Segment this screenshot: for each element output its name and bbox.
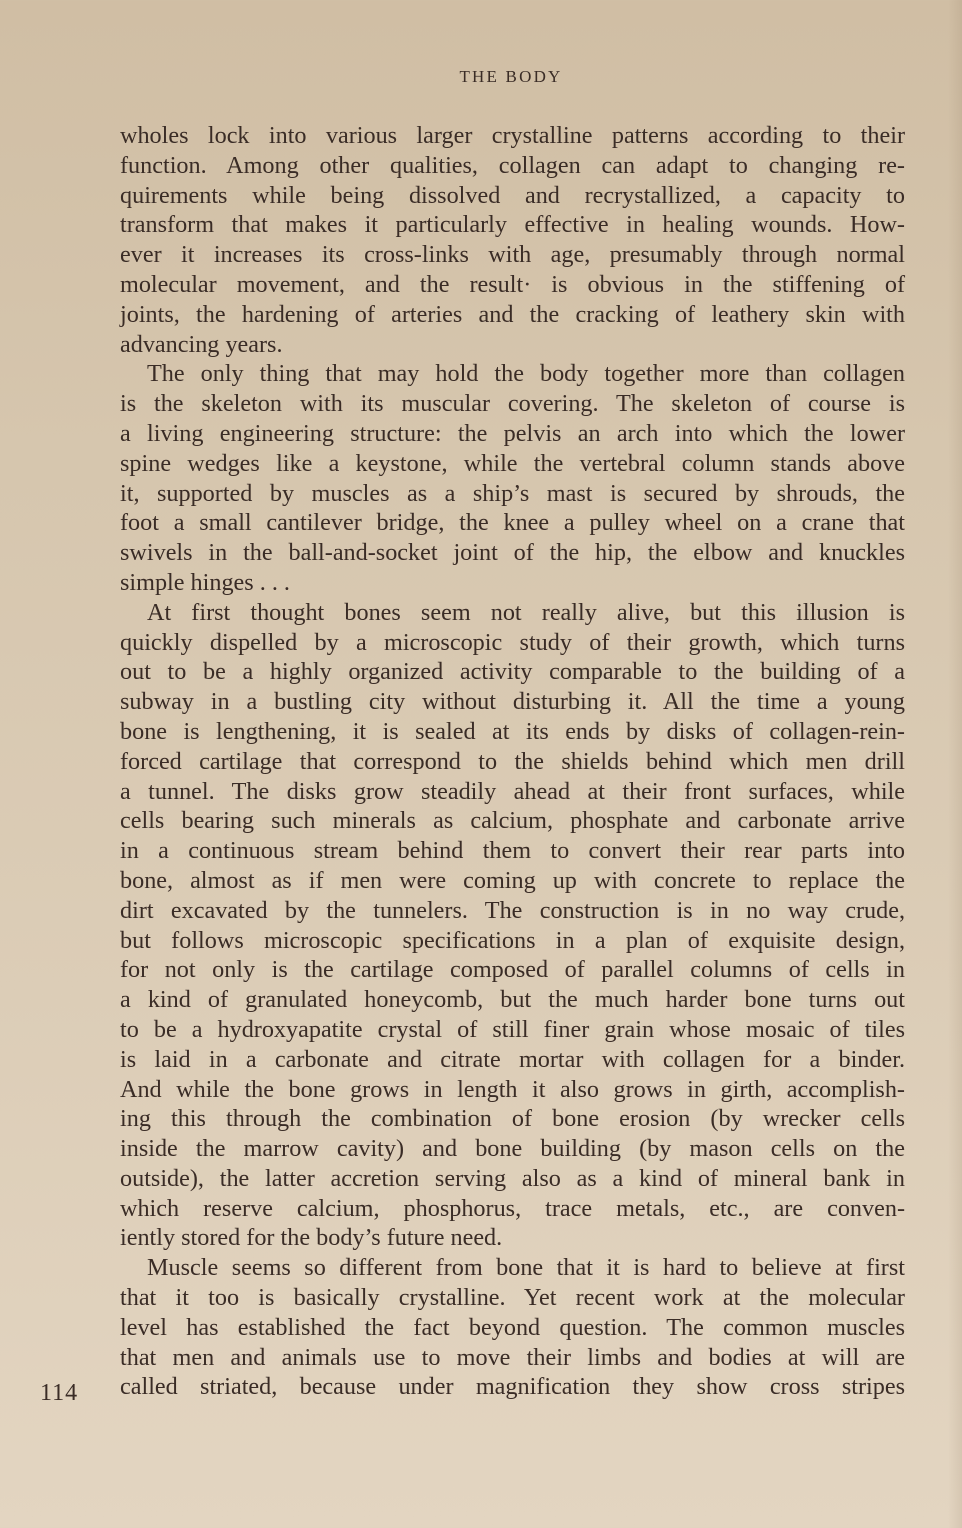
text-line: molecular movement, and the result· is obvious in the stiffening of	[120, 270, 905, 298]
text-line: cells bearing such minerals as calcium, phosphate and carbonate arrive	[120, 807, 905, 835]
text-line: simple hinges . . .	[120, 568, 290, 596]
text-line: but follows microscopic specifications in a plan of exquisite design,	[120, 926, 905, 954]
text-line: transform that makes it particularly effective in healing wounds. How-	[120, 211, 905, 239]
text-line: ing this through the combination of bone erosion (by wrecker cells	[120, 1105, 905, 1133]
text-line: spine wedges like a keystone, while the vertebral column stands above	[120, 449, 905, 477]
text-line: a tunnel. The disks grow steadily ahead at their front surfaces, while	[120, 777, 905, 805]
text-line: called striated, because under magnification they show cross stripes	[120, 1373, 905, 1401]
text-line: quirements while being dissolved and recrystallized, a capacity to	[120, 181, 905, 209]
text-line: advancing years.	[120, 330, 283, 358]
text-line: quickly dispelled by a microscopic study of their growth, which turns	[120, 628, 905, 656]
text-line: that men and animals use to move their limbs and bodies at will are	[120, 1343, 905, 1371]
text-line: iently stored for the body’s future need.	[120, 1224, 503, 1252]
text-line: ever it increases its cross-links with age, presumably through normal	[120, 241, 905, 269]
text-line: in a continuous stream behind them to convert their rear parts into	[120, 837, 905, 865]
text-line: At first thought bones seem not really alive, but this illusion is	[147, 598, 905, 626]
text-line: inside the marrow cavity) and bone building (by mason cells on the	[120, 1135, 905, 1163]
text-line: is the skeleton with its muscular covering. The skeleton of course is	[120, 390, 905, 418]
text-line: forced cartilage that correspond to the shields behind which men drill	[120, 747, 905, 775]
text-line: out to be a highly organized activity comparable to the building of a	[120, 658, 905, 686]
text-line: to be a hydroxyapatite crystal of still finer grain whose mosaic of tiles	[120, 1015, 905, 1043]
text-line: it, supported by muscles as a ship’s mast is secured by shrouds, the	[120, 479, 905, 507]
text-line: subway in a bustling city without disturbing it. All the time a young	[120, 688, 905, 716]
text-line: level has established the fact beyond question. The common muscles	[120, 1313, 905, 1341]
page-edge-shadow	[948, 0, 962, 1528]
paragraph	[120, 121, 905, 359]
text-line: a living engineering structure: the pelvis an arch into which the lower	[120, 419, 905, 447]
paragraph	[120, 1253, 905, 1402]
text-line: dirt excavated by the tunnelers. The construction is in no way crude,	[120, 896, 905, 924]
page-number: 114	[40, 1380, 79, 1406]
text-line: function. Among other qualities, collagen can adapt to changing re-	[120, 151, 905, 179]
text-line: is laid in a carbonate and citrate mortar with collagen for a binder.	[120, 1045, 905, 1073]
running-head: THE BODY	[459, 67, 563, 86]
text-line: The only thing that may hold the body together more than collagen	[147, 360, 905, 388]
text-line: outside), the latter accretion serving also as a kind of mineral bank in	[120, 1164, 905, 1192]
text-line: which reserve calcium, phosphorus, trace metals, etc., are conven-	[120, 1194, 905, 1222]
text-line: foot a small cantilever bridge, the knee a pulley wheel on a crane that	[120, 509, 905, 537]
text-line: joints, the hardening of arteries and the cracking of leathery skin with	[120, 300, 905, 328]
text-line: bone, almost as if men were coming up with concrete to replace the	[120, 866, 905, 894]
paragraph	[120, 598, 905, 1254]
text-line: a kind of granulated honeycomb, but the much harder bone turns out	[120, 986, 905, 1014]
text-line: bone is lengthening, it is sealed at its ends by disks of collagen-rein-	[120, 717, 905, 745]
text-line: wholes lock into various larger crystalline patterns according to their	[120, 122, 905, 149]
text-line: Muscle seems so different from bone that it is hard to believe at first	[147, 1254, 905, 1282]
text-line: for not only is the cartilage composed of parallel columns of cells in	[120, 956, 905, 984]
text-line: that it too is basically crystalline. Yet recent work at the molecular	[120, 1284, 905, 1312]
paragraph	[120, 359, 905, 597]
text-line: And while the bone grows in length it also grows in girth, accomplish-	[120, 1075, 905, 1103]
text-line: swivels in the ball-and-socket joint of the hip, the elbow and knuckles	[120, 539, 905, 567]
body-text	[120, 121, 905, 1402]
